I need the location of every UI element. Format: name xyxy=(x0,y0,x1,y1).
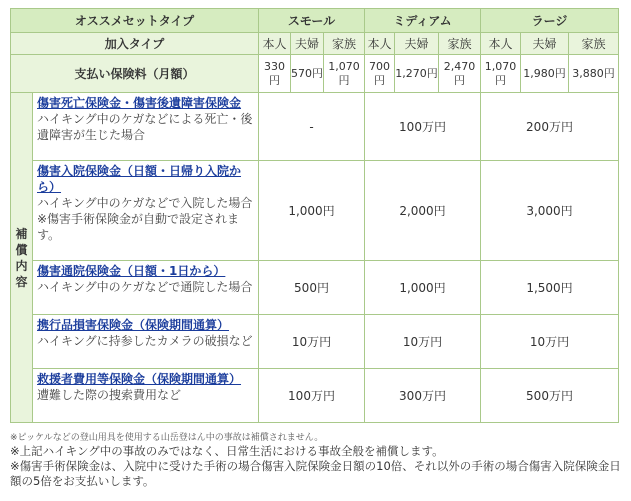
medium-kazoku: 家族 xyxy=(439,33,481,55)
large-fuufu: 夫婦 xyxy=(521,33,569,55)
large-honnin: 本人 xyxy=(481,33,521,55)
fee-small-fuufu: 570円 xyxy=(291,55,324,93)
footnote-small: ※ピッケルなどの登山用具を使用する山岳登はん中の事故は補償されません。 xyxy=(10,433,324,443)
fee-small-kazoku: 1,070円 xyxy=(324,55,365,93)
coverage-row xyxy=(11,93,619,161)
belongings-small-value: 10万円 xyxy=(259,315,365,369)
item-death-disability xyxy=(33,93,259,161)
coverage-row xyxy=(11,261,619,315)
rescue-medium-value: 300万円 xyxy=(365,369,481,423)
rescue-large-value: 500万円 xyxy=(481,369,619,423)
item-belongings-link[interactable]: 携行品損害保険金（保険期間通算） xyxy=(37,318,230,332)
item-hospital xyxy=(33,161,259,261)
item-outpatient-desc: ハイキング中のケガなどで通院した場合 xyxy=(37,280,253,294)
item-outpatient xyxy=(33,261,259,315)
belongings-large-value: 10万円 xyxy=(481,315,619,369)
item-death-disability-link[interactable]: 傷害死亡保険金・傷害後遺障害保険金 xyxy=(37,96,242,110)
item-rescue-desc: 遭難した際の捜索費用など xyxy=(37,388,182,402)
outpatient-large-value: 1,500円 xyxy=(481,261,619,315)
item-rescue xyxy=(33,369,259,423)
item-hospital-note: ※傷害手術保険金が自動で設定されます。 xyxy=(37,212,240,242)
header-row-plan xyxy=(11,9,619,33)
fee-large-fuufu: 1,980円 xyxy=(521,55,569,93)
fee-large-honnin: 1,070円 xyxy=(481,55,521,93)
large-kazoku: 家族 xyxy=(569,33,619,55)
hospital-large-value: 3,000円 xyxy=(481,161,619,261)
fee-small-honnin: 330円 xyxy=(259,55,291,93)
item-hospital-link[interactable]: 傷害入院保険金（日額・日帰り入院から） xyxy=(37,164,242,194)
fee-medium-kazoku: 2,470円 xyxy=(439,55,481,93)
fee-large-kazoku: 3,880円 xyxy=(569,55,619,93)
death-large-value: 200万円 xyxy=(481,93,619,161)
premium-header: 支払い保険料（月額） xyxy=(11,55,259,93)
footnote-1: ※上記ハイキング中の事故のみではなく、日常生活における事故全般を補償します。 xyxy=(10,444,444,458)
outpatient-small-value: 500円 xyxy=(259,261,365,315)
large-plan-header: ラージ xyxy=(481,9,619,33)
header-row-join-type xyxy=(11,33,619,55)
coverage-row xyxy=(11,315,619,369)
rescue-small-value: 100万円 xyxy=(259,369,365,423)
medium-plan-header: ミディアム xyxy=(365,9,481,33)
join-type-header: 加入タイプ xyxy=(11,33,259,55)
item-hospital-desc: ハイキング中のケガなどで入院した場合 xyxy=(37,196,253,210)
coverage-side-label xyxy=(11,93,33,423)
hospital-small-value: 1,000円 xyxy=(259,161,365,261)
footnotes xyxy=(10,433,625,489)
small-honnin: 本人 xyxy=(259,33,291,55)
item-rescue-link[interactable]: 救援者費用等保険金（保険期間通算） xyxy=(37,372,242,386)
item-outpatient-link[interactable]: 傷害通院保険金（日額・1日から） xyxy=(37,264,226,278)
fee-medium-fuufu: 1,270円 xyxy=(395,55,439,93)
plan-table xyxy=(10,8,619,423)
item-death-disability-desc: ハイキング中のケガなどによる死亡・後遺障害が生じた場合 xyxy=(37,112,253,142)
coverage-row xyxy=(11,369,619,423)
item-belongings-desc: ハイキングに持参したカメラの破損など xyxy=(37,334,253,348)
medium-honnin: 本人 xyxy=(365,33,395,55)
item-belongings xyxy=(33,315,259,369)
small-kazoku: 家族 xyxy=(324,33,365,55)
coverage-side-text: 補償内容 xyxy=(15,226,28,289)
medium-fuufu: 夫婦 xyxy=(395,33,439,55)
coverage-row xyxy=(11,161,619,261)
fee-medium-honnin: 700円 xyxy=(365,55,395,93)
footnote-2: ※傷害手術保険金は、入院中に受けた手術の場合傷害入院保険金日額の10倍、それ以外の手術の場合傷害入院保険金日額の5倍をお支払いします。 xyxy=(10,459,621,488)
death-small-value: - xyxy=(259,93,365,161)
hospital-medium-value: 2,000円 xyxy=(365,161,481,261)
small-plan-header: スモール xyxy=(259,9,365,33)
belongings-medium-value: 10万円 xyxy=(365,315,481,369)
death-medium-value: 100万円 xyxy=(365,93,481,161)
outpatient-medium-value: 1,000円 xyxy=(365,261,481,315)
plan-type-header: オススメセットタイプ xyxy=(11,9,259,33)
small-fuufu: 夫婦 xyxy=(291,33,324,55)
premium-row xyxy=(11,55,619,93)
